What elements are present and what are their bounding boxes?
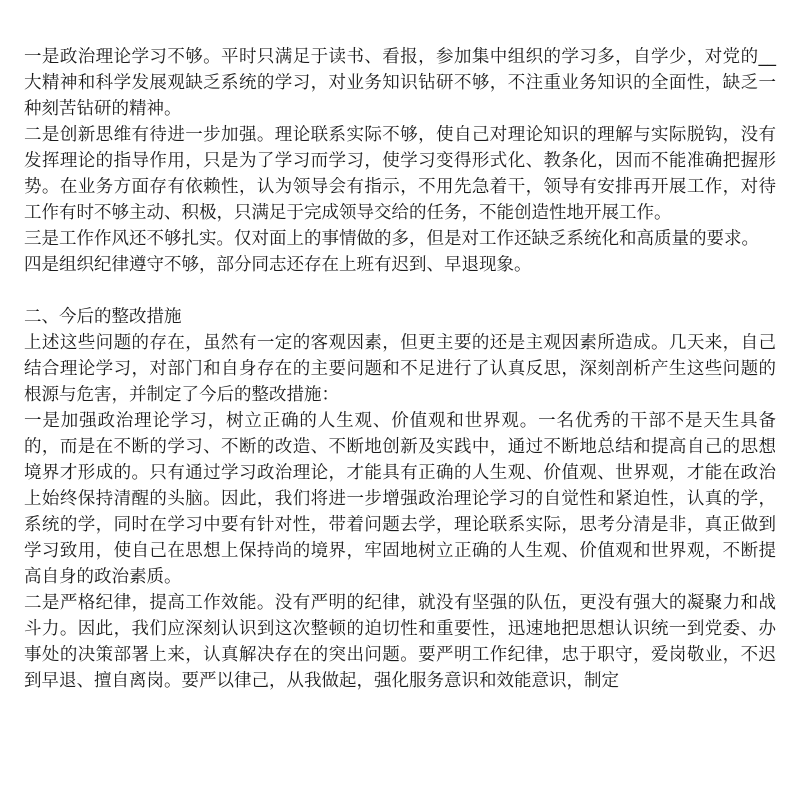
intro-paragraph: 上述这些问题的存在，虽然有一定的客观因素，但更主要的还是主观因素所造成。几天来，自己结合理论学习，对部门和自身存在的主要问题和不足进行了认真反思，深刻剖析产生这些问题的根源与危害，并制定了今后的整改措施：: [24, 333, 776, 405]
problem-paragraph-3: 三是工作作风还不够扎实。仅对面上的事情做的多，但是对工作还缺乏系统化和高质量的要求。: [24, 229, 759, 249]
problem-paragraph-4: 四是组织纪律遵守不够，部分同志还存在上班有迟到、早退现象。: [24, 255, 532, 275]
measure-paragraph-1: 一是加强政治理论学习，树立正确的人生观、价值观和世界观。一名优秀的干部不是天生具备的，而是在不断的学习、不断的改造、不断地创新及实践中，通过不断地总结和提高自己的思想境界才形成的。只有通过学习政治理论，才能具有正确的人生观、价值观、世界观，才能在政治上始终保持清醒的头脑。因此，我们将进一步增强政治理论学习的自觉性和紧迫性，认真的学，系统的学，同时在学习中要有针对性，带着问题去学，理论联系实际，思考分清是非，真正做到学习致用，使自己在思想上保持尚的境界，牢固地树立正确的人生观、价值观和世界观，不断提高自身的政治素质。: [24, 411, 776, 587]
document-body: [24, 44, 776, 694]
paragraph-spacer: [24, 278, 776, 304]
problem-paragraph-1: 一是政治理论学习不够。平时只满足于读书、看报，参加集中组织的学习多，自学少，对党的__大精神和科学发展观缺乏系统的学习，对业务知识钻研不够，不注重业务知识的全面性，缺乏一种刻苦钻研的精神。: [24, 47, 776, 119]
measure-paragraph-2: 二是严格纪律，提高工作效能。没有严明的纪律，就没有坚强的队伍，更没有强大的凝聚力和战斗力。因此，我们应深刻认识到这次整顿的迫切性和重要性，迅速地把思想认识统一到党委、办事处的决策部署上来，认真解决存在的突出问题。要严明工作纪律，忠于职守，爱岗敬业，不迟到早退、擅自离岗。要严以律己，从我做起，强化服务意识和效能意识，制定: [24, 593, 776, 691]
problem-paragraph-2: 二是创新思维有待进一步加强。理论联系实际不够，使自己对理论知识的理解与实际脱钩，没有发挥理论的指导作用，只是为了学习而学习，使学习变得形式化、教条化，因而不能准确把握形势。在业务方面存有依赖性，认为领导会有指示，不用先急着干，领导有安排再开展工作，对待工作有时不够主动、积极，只满足于完成领导交给的任务，不能创造性地开展工作。: [24, 125, 776, 223]
section-title: 二、今后的整改措施: [24, 307, 182, 327]
